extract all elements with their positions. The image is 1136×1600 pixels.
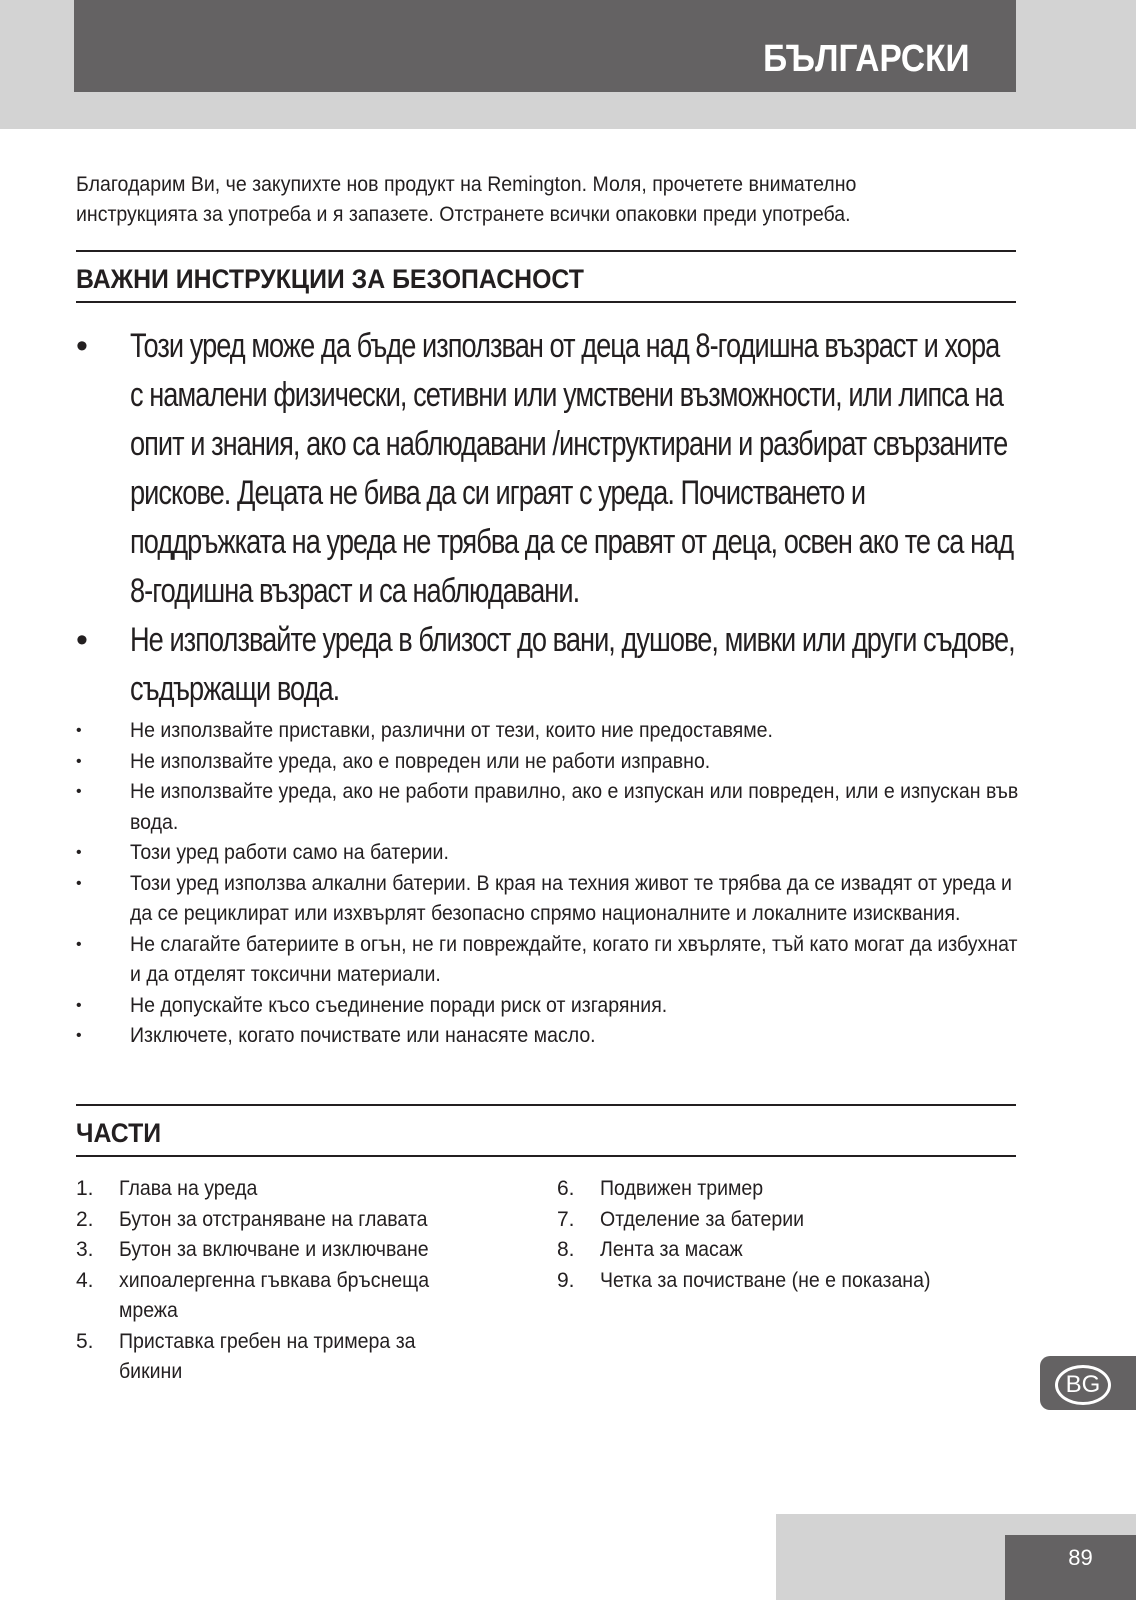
part-item: 1. Глава на уреда <box>76 1177 258 1200</box>
safety-section-title: ВАЖНИ ИНСТРУКЦИИ ЗА БЕЗОПАСНОСТ <box>76 264 584 294</box>
intro-line-1: Благодарим Ви, че закупихте нов продукт на Remington. Моля, прочетете внимателно <box>76 173 857 196</box>
intro-paragraph <box>76 170 1015 230</box>
part-item: 7. Отделение за батерии <box>557 1207 805 1231</box>
page-number: 89 <box>1068 1545 1093 1570</box>
part-item: 8. Лента за масаж <box>557 1238 743 1261</box>
section-divider <box>76 1104 1016 1106</box>
bullet-icon: • <box>76 996 82 1014</box>
section-divider <box>76 301 1016 303</box>
parts-list-left <box>76 1174 476 1388</box>
part-item: 6. Подвижен тример <box>557 1177 764 1200</box>
safety-list-large <box>76 322 1016 714</box>
page-number-box <box>1005 1535 1136 1600</box>
section-divider <box>76 1155 1016 1157</box>
list-item: • Не използвайте уреда, ако не работи правилно, ако е изпускан или повреден, или е изпускан във вода. <box>76 777 1016 838</box>
safety-list-small <box>76 716 1019 1052</box>
bullet-icon: • <box>76 1027 82 1044</box>
header-box <box>74 0 1016 92</box>
list-item: • Не използвайте уреда, ако е повреден или не работи изправно. <box>76 747 1016 778</box>
list-item: • Не слагайте батериите в огън, не ги повреждайте, когато ги хвърляте, тъй като могат да избухнат и да отделят токсични материали. <box>76 930 1016 991</box>
list-item: • Този уред може да бъде използван от деца над 8-годишна възраст и хора с намалени физически, сетивни или умствени възможности, или липса на опит и знания, ако са наблюдавани /инструктирани и разбират свързаните рискове. Децата не бива да си играят с уреда. Почистването и поддръжката на уреда не трябва да се правят от деца, освен ако те са над 8-годишна възраст и са наблюдавани. <box>76 322 1016 616</box>
bullet-icon: • <box>76 783 82 800</box>
list-item: • Този уред работи само на батерии. <box>76 838 1016 869</box>
bullet-icon: • <box>76 874 82 892</box>
part-item: 4. хипоалергенна гъвкава бръснеща мрежа <box>76 1268 430 1322</box>
section-divider <box>76 250 1016 252</box>
bullet-icon: • <box>76 844 82 861</box>
list-item: • Не използвайте уреда в близост до вани, душове, мивки или други съдове, съдържащи вода. <box>76 616 1016 714</box>
list-item: • Изключете, когато почиствате или нанасяте масло. <box>76 1021 1016 1052</box>
part-item: 9. Четка за почистване (не е показана) <box>557 1268 931 1292</box>
intro-line-2: инструкцията за употреба и я запазете. Отстранете всички опаковки преди употреба. <box>76 203 851 226</box>
part-item: 3. Бутон за включване и изключване <box>76 1238 429 1261</box>
language-badge-icon: BG <box>1055 1365 1111 1405</box>
parts-list-right <box>557 1174 1017 1296</box>
language-tab <box>1040 1356 1136 1410</box>
list-item: • Този уред използва алкални батерии. В края на техния живот те трябва да се извадят от уреда и да се рециклират или изхвърлят безопасно спрямо националните и локалните изисквания. <box>76 869 1016 930</box>
list-item: • Не използвайте приставки, различни от тези, които ние предоставяме. <box>76 716 1016 747</box>
list-item: • Не допускайте късо съединение поради риск от изгаряния. <box>76 991 1016 1022</box>
language-title: БЪЛГАРСКИ <box>763 38 970 80</box>
part-item: 5. Приставка гребен на тримера за бикини <box>76 1329 416 1383</box>
bullet-icon: • <box>76 621 87 659</box>
parts-section-title: ЧАСТИ <box>76 1118 162 1148</box>
bullet-icon: • <box>76 935 82 953</box>
bullet-icon: • <box>76 722 82 739</box>
bullet-icon: • <box>76 752 82 770</box>
bullet-icon: • <box>76 327 87 365</box>
part-item: 2. Бутон за отстраняване на главата <box>76 1207 428 1231</box>
